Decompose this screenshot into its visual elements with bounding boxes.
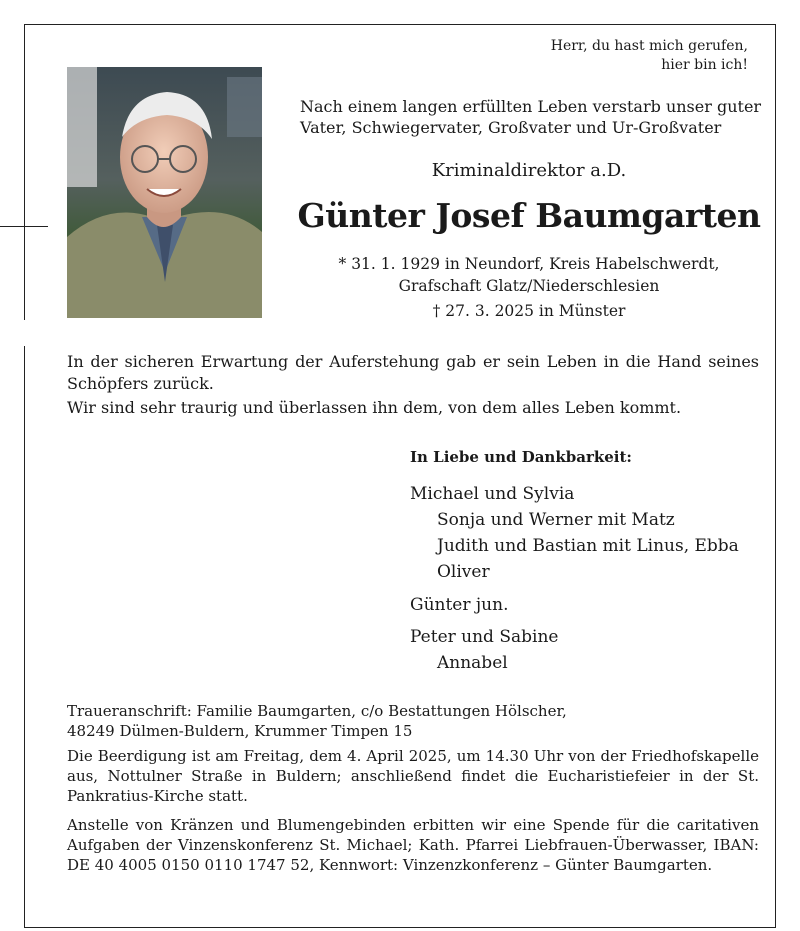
mourning-paragraph: Wir sind sehr traurig und überlassen ihn dem, von dem alles Leben kommt. [67,398,682,417]
motto [551,37,748,75]
frame-border-top [24,24,776,25]
frame-border-left-upper [24,24,25,320]
intro-text: Nach einem langen erfüllten Leben verstarb unser guter Vater, Schwiegervater, Großvater und Ur-Großvater [300,97,762,137]
mourner-guenter: Günter jun. [410,595,509,615]
motto-line-1: Herr, du hast mich gerufen, [550,38,748,54]
birth-info [300,253,758,297]
donation-info: Anstelle von Kränzen und Blumengebinden erbitten wir eine Spende für die caritativen Aufgaben der Vinzenskonferenz St. Michael; Kath. Pfarrei Liebfrauen-Überwasser, IBAN: DE 40 4005 0150 0110 1747 52, Kennwort: Vinzenzkonferenz – Günter Baumgarten. [67,816,759,874]
funeral-info: Die Beerdigung ist am Freitag, dem 4. April 2025, um 14.30 Uhr von der Friedhofskapelle aus, Nottulner Straße in Buldern; anschließend findet die Eucharistiefeier in der St. Pankratius-Kirche statt. [67,747,759,805]
frame-border-right [775,24,776,928]
portrait-photo [67,67,262,318]
deceased-name: Günter Josef Baumgarten [297,196,761,235]
deceased-title: Kriminaldirektor a.D. [431,160,627,181]
mourner-michael: Michael und Sylvia [410,484,575,504]
mourner-peter: Peter und Sabine [410,627,559,647]
frame-border-bottom [24,927,776,928]
frame-border-left-lower [24,346,25,928]
birth-line-1: * 31. 1. 1929 in Neundorf, Kreis Habelschwerdt, [338,255,720,273]
mourner-judith: Judith und Bastian mit Linus, Ebba [437,536,739,556]
birth-line-2: Grafschaft Glatz/Niederschlesien [398,277,660,295]
mourning-address [67,701,759,741]
cross-icon [0,226,48,227]
mourner-annabel: Annabel [437,653,508,673]
mourner-sonja: Sonja und Werner mit Matz [437,510,675,530]
address-line-1: Traueranschrift: Familie Baumgarten, c/o Bestattungen Hölscher, [67,702,567,720]
death-info: † 27. 3. 2025 in Münster [432,302,626,320]
motto-line-2: hier bin ich! [661,57,748,73]
address-line-2: 48249 Dülmen-Buldern, Krummer Timpen 15 [67,722,413,740]
faith-paragraph: In der sicheren Erwartung der Auferstehung gab er sein Leben in die Hand seines Schöpfers zurück. [67,352,759,393]
mourner-oliver: Oliver [437,562,490,582]
mourners-heading: In Liebe und Dankbarkeit: [410,448,632,466]
